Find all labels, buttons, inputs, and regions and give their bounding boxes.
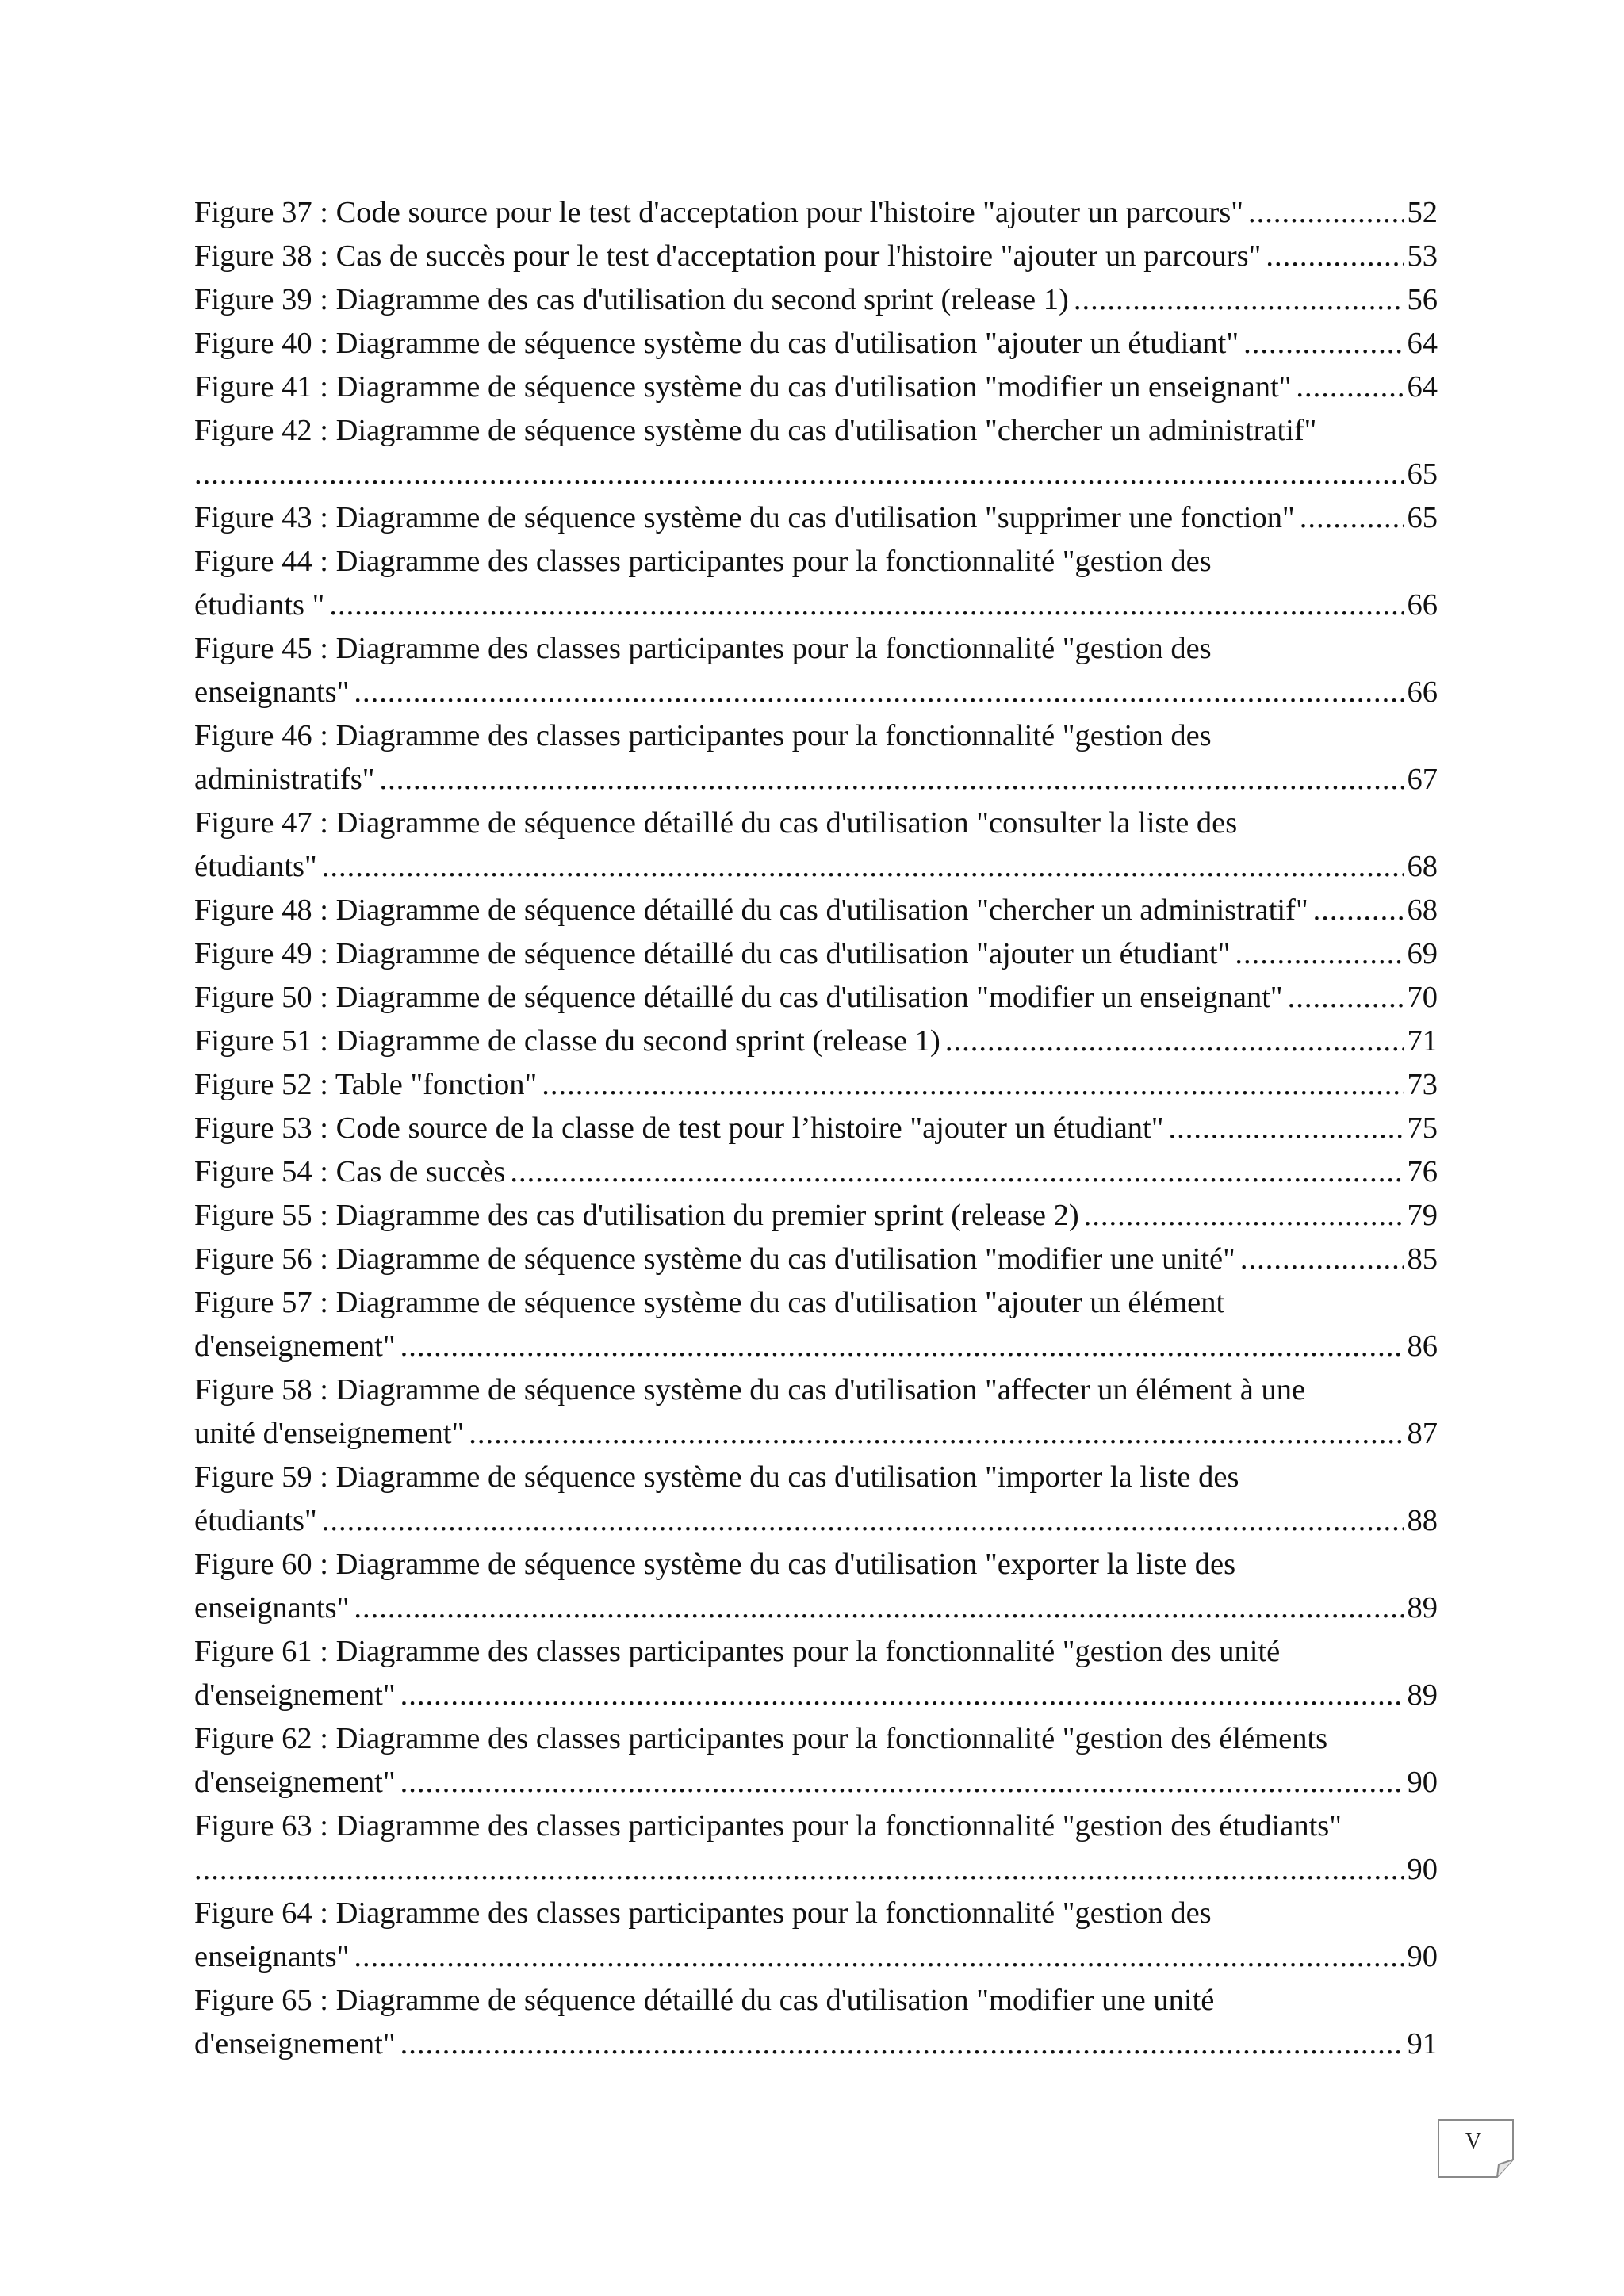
- toc-page-number: 87: [1407, 1417, 1438, 1450]
- toc-entry-text: d'enseignement": [194, 1678, 396, 1712]
- toc-entry[interactable]: [194, 365, 1438, 409]
- toc-entry-text: Figure 61 : Diagramme des classes participantes pour la fonctionnalité "gestion des unité: [194, 1635, 1281, 1668]
- toc-entry-text: Figure 62 : Diagramme des classes participantes pour la fonctionnalité "gestion des éléments: [194, 1722, 1328, 1755]
- dot-leader: [469, 1412, 1404, 1456]
- toc-entry[interactable]: [194, 1456, 1438, 1543]
- toc-page-number: 90: [1407, 1853, 1438, 1886]
- toc-page-number: 90: [1407, 1940, 1438, 1973]
- toc-line: [194, 1848, 1438, 1892]
- toc-entry-text: Figure 64 : Diagramme des classes participantes pour la fonctionnalité "gestion des: [194, 1896, 1212, 1930]
- toc-page-number: 90: [1407, 1766, 1438, 1799]
- toc-entry-text: Figure 49 : Diagramme de séquence détaillé du cas d'utilisation "ajouter un étudiant": [194, 937, 1231, 970]
- toc-page-number: 67: [1407, 763, 1438, 796]
- toc-entry[interactable]: [194, 1368, 1438, 1456]
- toc-entry[interactable]: [194, 1281, 1438, 1368]
- toc-line: [194, 627, 1438, 671]
- toc-line: [194, 1412, 1438, 1456]
- toc-entry-text: Figure 44 : Diagramme des classes participantes pour la fonctionnalité "gestion des: [194, 545, 1212, 578]
- dot-leader: [1074, 278, 1404, 322]
- toc-entry-text: Figure 47 : Diagramme de séquence détaillé du cas d'utilisation "consulter la liste des: [194, 806, 1238, 840]
- dot-leader: [329, 584, 1404, 627]
- toc-entry-text: étudiants ": [194, 588, 325, 622]
- dot-leader: [400, 1325, 1404, 1368]
- toc-line: [194, 976, 1438, 1020]
- toc-entry[interactable]: [194, 1063, 1438, 1107]
- toc-entry-text: Figure 37 : Code source pour le test d'acceptation pour l'histoire "ajouter un parcours": [194, 196, 1243, 229]
- toc-entry-text: d'enseignement": [194, 1766, 396, 1799]
- toc-entry-text: Figure 55 : Diagramme des cas d'utilisation du premier sprint (release 2): [194, 1199, 1079, 1232]
- toc-entry[interactable]: [194, 1979, 1438, 2066]
- toc-entry-text: enseignants": [194, 675, 350, 709]
- toc-entry-text: Figure 57 : Diagramme de séquence système du cas d'utilisation "ajouter un élément: [194, 1286, 1225, 1319]
- toc-entry-text: Figure 54 : Cas de succès: [194, 1155, 506, 1188]
- toc-page-number: 66: [1407, 588, 1438, 622]
- toc-page-number: 53: [1407, 239, 1438, 273]
- toc-entry[interactable]: [194, 235, 1438, 278]
- dot-leader: [400, 1761, 1404, 1804]
- toc-line: [194, 1892, 1438, 1935]
- dot-leader: [1288, 976, 1404, 1020]
- toc-entry-text: Figure 38 : Cas de succès pour le test d'acceptation pour l'histoire "ajouter un parcours": [194, 239, 1262, 273]
- dot-leader: [354, 1935, 1404, 1979]
- toc-page-number: 69: [1407, 937, 1438, 970]
- toc-entry-text: Figure 40 : Diagramme de séquence système du cas d'utilisation "ajouter un étudiant": [194, 327, 1239, 360]
- toc-entry-text: enseignants": [194, 1940, 350, 1973]
- toc-entry[interactable]: [194, 322, 1438, 365]
- toc-entry[interactable]: [194, 932, 1438, 976]
- page-number-tab: [1437, 2118, 1516, 2179]
- toc-page-number: 56: [1407, 283, 1438, 316]
- toc-page-number: 73: [1407, 1068, 1438, 1101]
- toc-page-number: 89: [1407, 1591, 1438, 1624]
- toc-page-number: 88: [1407, 1504, 1438, 1537]
- toc-line: [194, 1630, 1438, 1674]
- toc-entry[interactable]: [194, 191, 1438, 235]
- toc-line: [194, 365, 1438, 409]
- toc-entry-text: Figure 63 : Diagramme des classes participantes pour la fonctionnalité "gestion des étudiants": [194, 1809, 1342, 1843]
- toc-entry[interactable]: [194, 409, 1438, 496]
- toc-entry-text: Figure 39 : Diagramme des cas d'utilisation du second sprint (release 1): [194, 283, 1069, 316]
- toc-line: [194, 540, 1438, 584]
- toc-entry[interactable]: [194, 1630, 1438, 1717]
- dot-leader: [322, 845, 1404, 889]
- dot-leader: [400, 1674, 1404, 1717]
- toc-entry-text: Figure 43 : Diagramme de séquence système du cas d'utilisation "supprimer une fonction": [194, 501, 1295, 534]
- toc-entry[interactable]: [194, 1194, 1438, 1238]
- toc-entry[interactable]: [194, 1804, 1438, 1892]
- toc-line: [194, 1238, 1438, 1281]
- toc-line: [194, 1804, 1438, 1848]
- toc-page-number: 68: [1407, 850, 1438, 883]
- toc-line: [194, 845, 1438, 889]
- dot-leader: [1300, 496, 1404, 540]
- toc-entry[interactable]: [194, 976, 1438, 1020]
- toc-entry-text: Figure 58 : Diagramme de séquence système du cas d'utilisation "affecter un élément à une: [194, 1373, 1306, 1406]
- toc-line: [194, 453, 1438, 496]
- toc-line: [194, 1674, 1438, 1717]
- toc-entry-text: Figure 42 : Diagramme de séquence système du cas d'utilisation "chercher un administratif": [194, 414, 1317, 447]
- dot-leader: [194, 453, 1404, 496]
- toc-line: [194, 671, 1438, 714]
- toc-page-number: 89: [1407, 1678, 1438, 1712]
- toc-entry-text: Figure 51 : Diagramme de classe du second sprint (release 1): [194, 1024, 940, 1058]
- toc-line: [194, 1194, 1438, 1238]
- dot-leader: [379, 758, 1404, 802]
- toc-line: [194, 1543, 1438, 1586]
- dot-leader: [1235, 932, 1404, 976]
- toc-page-number: 65: [1407, 501, 1438, 534]
- toc-entry[interactable]: [194, 496, 1438, 540]
- toc-line: [194, 758, 1438, 802]
- toc-entry-text: Figure 48 : Diagramme de séquence détaillé du cas d'utilisation "chercher un administratif": [194, 894, 1308, 927]
- toc-entry[interactable]: [194, 1892, 1438, 1979]
- page-number: V: [1465, 2130, 1482, 2154]
- toc-page-number: 64: [1407, 327, 1438, 360]
- toc-entry-text: unité d'enseignement": [194, 1417, 465, 1450]
- toc-page-number: 52: [1407, 196, 1438, 229]
- dot-leader: [1248, 191, 1404, 235]
- toc-entry[interactable]: [194, 540, 1438, 627]
- toc-entry-text: enseignants": [194, 1591, 350, 1624]
- toc-entry[interactable]: [194, 1020, 1438, 1063]
- toc-entry-text: d'enseignement": [194, 2027, 396, 2061]
- toc-entry-text: administratifs": [194, 763, 375, 796]
- toc-page-number: 71: [1407, 1024, 1438, 1058]
- toc-entry-text: Figure 46 : Diagramme des classes participantes pour la fonctionnalité "gestion des: [194, 719, 1212, 752]
- toc-line: [194, 1761, 1438, 1804]
- toc-entry[interactable]: [194, 1717, 1438, 1804]
- toc-line: [194, 1979, 1438, 2022]
- toc-entry-text: Figure 65 : Diagramme de séquence détaillé du cas d'utilisation "modifier une unité: [194, 1984, 1215, 2017]
- dot-leader: [194, 1848, 1404, 1892]
- toc-entry[interactable]: [194, 1150, 1438, 1194]
- dot-leader: [354, 671, 1404, 714]
- toc-entry[interactable]: [194, 278, 1438, 322]
- toc-page-number: 91: [1407, 2027, 1438, 2061]
- toc-line: [194, 1368, 1438, 1412]
- toc-line: [194, 1150, 1438, 1194]
- dot-leader: [542, 1063, 1404, 1107]
- toc-line: [194, 2022, 1438, 2066]
- toc-entry-text: Figure 56 : Diagramme de séquence système du cas d'utilisation "modifier une unité": [194, 1242, 1235, 1276]
- toc-line: [194, 1586, 1438, 1630]
- toc-page-number: 66: [1407, 675, 1438, 709]
- toc-page-number: 86: [1407, 1330, 1438, 1363]
- toc-line: [194, 1063, 1438, 1107]
- toc-line: [194, 191, 1438, 235]
- toc-entry-text: Figure 45 : Diagramme des classes participantes pour la fonctionnalité "gestion des: [194, 632, 1212, 665]
- toc-line: [194, 496, 1438, 540]
- toc-entry-text: étudiants": [194, 850, 317, 883]
- toc-entry[interactable]: [194, 1107, 1438, 1150]
- toc-page-number: 64: [1407, 370, 1438, 404]
- dot-leader: [354, 1586, 1404, 1630]
- toc-line: [194, 1717, 1438, 1761]
- toc-page-number: 75: [1407, 1112, 1438, 1145]
- toc-line: [194, 1325, 1438, 1368]
- toc-entry[interactable]: [194, 802, 1438, 889]
- toc-page-number: 85: [1407, 1242, 1438, 1276]
- toc-line: [194, 1456, 1438, 1499]
- toc-line: [194, 714, 1438, 758]
- dot-leader: [1084, 1194, 1404, 1238]
- toc-page-number: 70: [1407, 981, 1438, 1014]
- toc-line: [194, 932, 1438, 976]
- toc-entry[interactable]: [194, 889, 1438, 932]
- toc-page-number: 79: [1407, 1199, 1438, 1232]
- dot-leader: [1240, 1238, 1404, 1281]
- toc-line: [194, 278, 1438, 322]
- dot-leader: [1313, 889, 1404, 932]
- toc-line: [194, 235, 1438, 278]
- toc-entry-text: étudiants": [194, 1504, 317, 1537]
- toc-line: [194, 802, 1438, 845]
- toc-entry-text: d'enseignement": [194, 1330, 396, 1363]
- dot-leader: [322, 1499, 1404, 1543]
- toc-page-number: 76: [1407, 1155, 1438, 1188]
- toc-entry[interactable]: [194, 714, 1438, 802]
- toc-entry-text: Figure 41 : Diagramme de séquence système du cas d'utilisation "modifier un enseignant": [194, 370, 1292, 404]
- toc-entry-text: Figure 50 : Diagramme de séquence détaillé du cas d'utilisation "modifier un enseignant": [194, 981, 1283, 1014]
- toc-entry-text: Figure 53 : Code source de la classe de test pour l’histoire "ajouter un étudiant": [194, 1112, 1164, 1145]
- toc-entry[interactable]: [194, 627, 1438, 714]
- toc-entry-text: Figure 60 : Diagramme de séquence système du cas d'utilisation "exporter la liste des: [194, 1548, 1236, 1581]
- dot-leader: [1266, 235, 1404, 278]
- toc-line: [194, 1107, 1438, 1150]
- toc-line: [194, 584, 1438, 627]
- toc-entry-text: Figure 59 : Diagramme de séquence système du cas d'utilisation "importer la liste des: [194, 1460, 1239, 1494]
- toc-line: [194, 1281, 1438, 1325]
- dot-leader: [1168, 1107, 1404, 1150]
- dot-leader: [1296, 365, 1404, 409]
- toc-line: [194, 409, 1438, 453]
- toc-page-number: 68: [1407, 894, 1438, 927]
- toc-line: [194, 1020, 1438, 1063]
- toc-entry[interactable]: [194, 1543, 1438, 1630]
- toc-line: [194, 889, 1438, 932]
- list-of-figures: [194, 191, 1438, 2066]
- dot-leader: [1243, 322, 1404, 365]
- toc-line: [194, 1499, 1438, 1543]
- toc-entry-text: Figure 52 : Table "fonction": [194, 1068, 538, 1101]
- toc-entry[interactable]: [194, 1238, 1438, 1281]
- toc-line: [194, 322, 1438, 365]
- dot-leader: [400, 2022, 1404, 2066]
- toc-page-number: 65: [1407, 457, 1438, 491]
- dot-leader: [945, 1020, 1404, 1063]
- dot-leader: [510, 1150, 1404, 1194]
- toc-line: [194, 1935, 1438, 1979]
